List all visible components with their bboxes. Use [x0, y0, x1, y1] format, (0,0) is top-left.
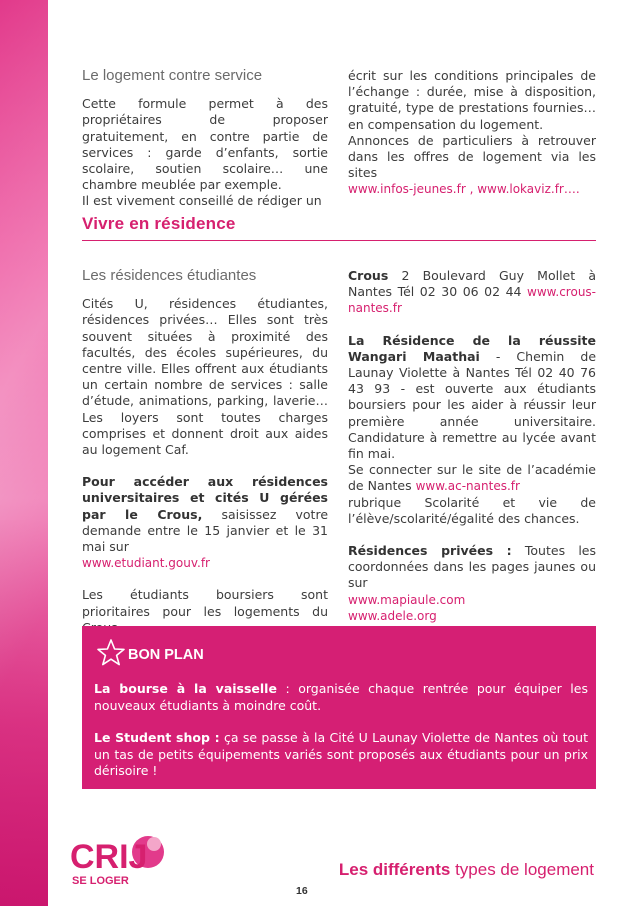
wangari-text: - Chemin de Launay Violette à Nantes Tél 02 40 76 43 93 - est ouverte aux étudiants boursiers pour les aider à réussir leur première année universitaire. Candidature à remettre au lycée avant fin mai.: [348, 348, 597, 462]
crous-nantes-link[interactable]: www.crous-nantes.fr: [348, 285, 596, 316]
mapiaule-link[interactable]: www.mapiaule.com: [348, 592, 466, 607]
logo-text: CRIJ: [70, 838, 148, 876]
acces-bold: Pour accéder aux résidences universitaires et cités U gérées par le Crous,: [82, 474, 328, 522]
logement-service-heading: Le logement contre service: [82, 67, 263, 84]
footer-title-rest: types de logement: [450, 860, 594, 879]
wangari-paragraph: [348, 333, 596, 463]
footer-title: [339, 860, 594, 880]
infos-jeunes-lokaviz-links[interactable]: www.infos-jeunes.fr , www.lokaviz.fr….: [348, 182, 580, 197]
left-decorative-bar: [0, 0, 48, 906]
logement-service-paragraph-2: Il est vivement conseillé de rédiger un: [82, 193, 322, 209]
crij-logo: [70, 830, 180, 890]
top-right-column: [348, 68, 596, 198]
footer-title-bold: Les différents: [338, 860, 451, 879]
etudiant-gouv-link[interactable]: www.etudiant.gouv.fr: [82, 556, 210, 571]
page-number: 16: [296, 885, 308, 897]
section-title: Vivre en résidence: [82, 214, 236, 233]
acces-text: saisissez votre demande entre le 15 janvier et le 31 mai sur: [82, 506, 329, 555]
logo-subtitle: SE LOGER: [72, 875, 129, 887]
acces-paragraph: [82, 474, 328, 571]
academie-text: Se connecter sur le site de l’académie de Nantes: [348, 462, 596, 494]
ac-nantes-link[interactable]: www.ac-nantes.fr: [415, 479, 520, 494]
academie-text-2: rubrique Scolarité et vie de l’élève/scolarité/égalité des chances.: [348, 494, 596, 526]
top-left-column: [82, 68, 328, 210]
bourse-vaisselle-text: : organisée chaque rentrée pour équiper les nouveaux étudiants à moindre coût.: [94, 681, 588, 713]
crous-paragraph: [348, 268, 596, 317]
bon-plan-body: [94, 681, 588, 780]
crij-logo-graphic: [70, 830, 180, 890]
crous-text: 2 Boulevard Guy Mollet à Nantes Tél 02 30 06 02 44: [348, 268, 596, 300]
privees-paragraph: [348, 543, 596, 624]
bourse-vaisselle-item: [94, 681, 588, 714]
boursiers-paragraph: Les étudiants boursiers sont prioritaires pour les logements du: [82, 587, 328, 619]
bourse-vaisselle-bold: La bourse à la vaisselle: [94, 681, 277, 696]
logement-service-paragraph: Cette formule permet à des propriétaires de proposer gratuitement, en contre partie de services : garde d’enfants, sortie scolaire, soutien scolaire… une chambre meublée par exemple.: [82, 96, 328, 193]
privees-bold: Résidences privées :: [348, 543, 512, 559]
wangari-bold: La Résidence de la réussite Wangari Maathai: [348, 332, 596, 364]
contacts-column: [348, 268, 596, 624]
adele-link[interactable]: www.adele.org: [348, 608, 437, 623]
residences-column: [82, 268, 328, 636]
academie-paragraph: [348, 462, 596, 527]
privees-text: Toutes les coordonnées dans les pages jaunes ou sur: [348, 543, 596, 591]
echange-paragraph: écrit sur les conditions principales de l’échange : durée, mise à disposition, gratuité, type de prestations fournies… en compensation du logement.: [348, 68, 596, 132]
student-shop-text: ça se passe à la Cité U Launay Violette de Nantes où tout un tas de petits équipements variés sont proposés aux étudiants pour un prix dérisoire !: [94, 730, 588, 778]
bar-shade-dark: [0, 520, 48, 906]
student-shop-item: [94, 730, 588, 780]
residences-paragraph: Cités U, résidences étudiantes, résidences privées… Elles sont très souvent situées à proximité des facultés, des écoles supérieures, du centre ville. Elles offrent aux étudiants un certain nombre de services : salle d’étude, animations, parking, laverie… Les loyers sont toutes charges comprises et donnent droit aux aides au logement Caf.: [82, 296, 328, 458]
residences-heading: Les résidences étudiantes: [82, 267, 257, 284]
bon-plan-title: BON PLAN: [128, 647, 204, 663]
bon-plan-box: [82, 626, 596, 789]
student-shop-bold: Le Student shop :: [94, 730, 220, 745]
annonces-paragraph: Annonces de particuliers à retrouver dans les offres de logement via les sites: [348, 132, 596, 181]
section-divider: [82, 240, 596, 241]
crous-bold: Crous: [348, 268, 389, 283]
star-icon: [96, 638, 126, 666]
